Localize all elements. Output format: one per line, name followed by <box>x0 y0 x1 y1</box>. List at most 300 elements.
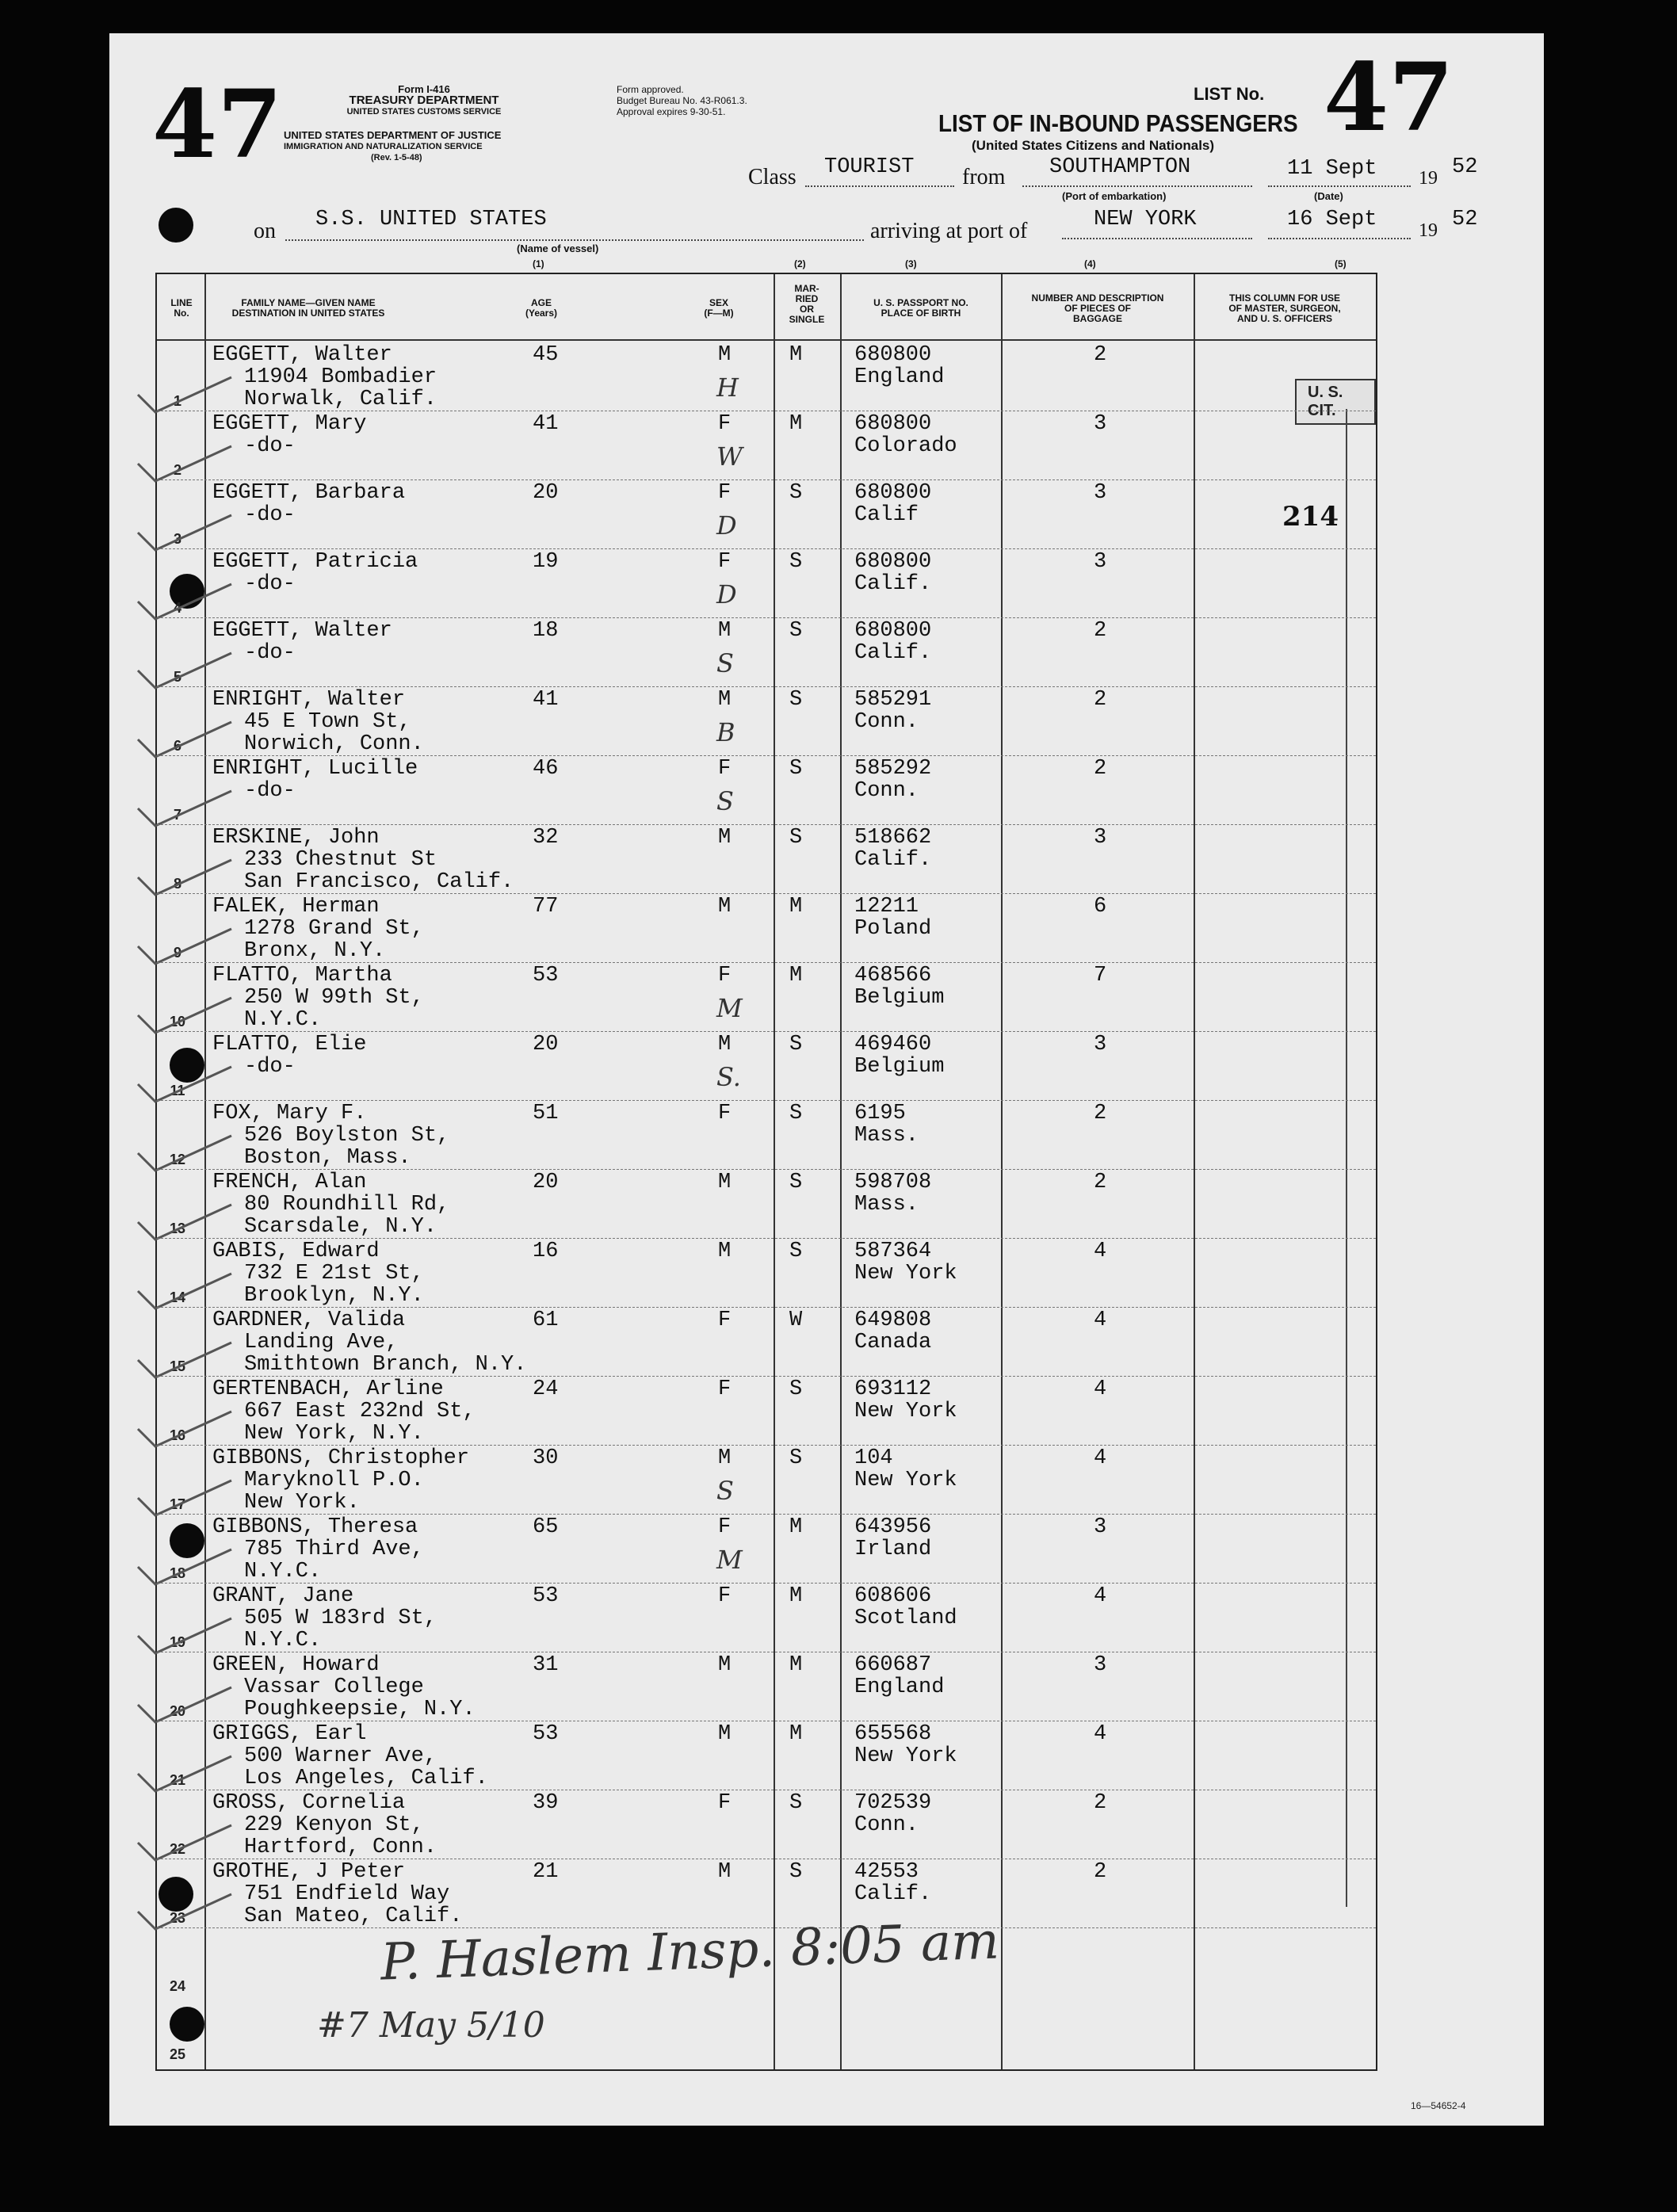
destination-line-2: Poughkeepsie, N.Y. <box>244 1698 476 1721</box>
age-value: 32 <box>533 826 559 850</box>
vessel-dotline <box>285 239 864 241</box>
passenger-name: GREEN, Howard <box>212 1653 380 1677</box>
col-head-text: OF MASTER, SURGEON, <box>1228 303 1341 314</box>
sex-value: M <box>718 1033 732 1056</box>
place-of-birth: Canada <box>854 1331 932 1354</box>
sex-value: F <box>718 550 732 574</box>
destination-line-1: 751 Endfield Way <box>244 1882 450 1906</box>
age-value: 53 <box>533 1722 559 1746</box>
age-value: 20 <box>533 481 559 505</box>
form-block <box>317 84 531 117</box>
place-of-birth: England <box>854 365 945 389</box>
col-head-passport <box>843 298 999 319</box>
table-row <box>157 1101 1376 1170</box>
place-of-birth: Calif <box>854 503 919 527</box>
handwritten-note: S <box>716 1476 734 1506</box>
marital-status: S <box>789 688 803 712</box>
passport-number: 598708 <box>854 1171 932 1194</box>
handwritten-note: H <box>716 372 739 403</box>
destination-line-2: Hartford, Conn. <box>244 1836 437 1859</box>
passenger-name: GROSS, Cornelia <box>212 1791 406 1815</box>
baggage-count: 4 <box>1094 1377 1107 1401</box>
passport-number: 680800 <box>854 619 932 643</box>
marital-status: M <box>789 1722 803 1746</box>
baggage-count: 3 <box>1094 1033 1107 1056</box>
line-number: 25 <box>169 2046 186 2062</box>
line-number: 6 <box>173 738 181 754</box>
place-of-birth: Calif. <box>854 641 932 665</box>
passenger-name: FLATTO, Elie <box>212 1033 367 1056</box>
baggage-count: 2 <box>1094 1860 1107 1884</box>
passenger-name: EGGETT, Walter <box>212 619 392 643</box>
age-value: 30 <box>533 1446 559 1470</box>
destination-line-2: Brooklyn, N.Y. <box>244 1284 424 1308</box>
marital-status: S <box>789 1240 803 1263</box>
passport-number: 608606 <box>854 1584 932 1608</box>
age-value: 51 <box>533 1102 559 1125</box>
baggage-count: 2 <box>1094 1171 1107 1194</box>
table-row <box>157 1652 1376 1721</box>
age-value: 45 <box>533 343 559 367</box>
destination-line-2: Norwalk, Calif. <box>244 388 437 411</box>
marital-status: S <box>789 1377 803 1401</box>
sex-value: M <box>718 619 732 643</box>
punch-hole <box>159 208 193 243</box>
age-value: 39 <box>533 1791 559 1815</box>
destination-line-1: 505 W 183rd St, <box>244 1606 437 1630</box>
embark-date: 11 Sept <box>1287 157 1377 181</box>
check-mark-icon <box>133 1888 236 1935</box>
place-of-birth: New York <box>854 1400 957 1423</box>
destination-line-1: 1278 Grand St, <box>244 917 424 941</box>
col-head-text: BAGGAGE <box>1072 313 1122 324</box>
col-head-baggage <box>1003 293 1192 324</box>
table-row <box>157 1515 1376 1584</box>
table-row <box>157 1239 1376 1308</box>
age-value: 21 <box>533 1860 559 1884</box>
age-value: 77 <box>533 895 559 919</box>
col-head-text: (F—M) <box>704 308 734 319</box>
inspector-signature: P. Haslem Insp. 8:05 am <box>379 1912 1000 1992</box>
age-value: 41 <box>533 412 559 436</box>
passport-number: 587364 <box>854 1240 932 1263</box>
passport-number: 649808 <box>854 1308 932 1332</box>
passport-number: 585292 <box>854 757 932 781</box>
col-head-officers <box>1197 293 1373 324</box>
passport-number: 655568 <box>854 1722 932 1746</box>
sex-value: M <box>718 688 732 712</box>
arrival-date: 16 Sept <box>1287 208 1377 231</box>
line-number: 17 <box>169 1496 186 1512</box>
place-of-birth: Calif. <box>854 1882 932 1906</box>
justice-line: (Rev. 1-5-48) <box>371 153 422 162</box>
baggage-count: 2 <box>1094 688 1107 712</box>
vessel-caption: (Name of vessel) <box>517 243 599 254</box>
embark-year-prefix: 19 <box>1419 168 1438 189</box>
passport-number: 12211 <box>854 895 919 919</box>
sex-value: F <box>718 1102 732 1125</box>
line-number: 20 <box>169 1703 186 1719</box>
header-rule <box>157 339 1376 341</box>
form-line: TREASURY DEPARTMENT <box>349 94 499 107</box>
marital-status: M <box>789 343 803 367</box>
col-head-text: NUMBER AND DESCRIPTION <box>1031 292 1164 304</box>
destination-line-1: 11904 Bombadier <box>244 365 437 389</box>
marital-status: M <box>789 964 803 988</box>
baggage-count: 3 <box>1094 826 1107 850</box>
handwritten-note: W <box>716 441 743 472</box>
destination-line-1: -do- <box>244 572 296 596</box>
table-row <box>157 411 1376 480</box>
passenger-name: GERTENBACH, Arline <box>212 1377 444 1401</box>
passport-number: 104 <box>854 1446 893 1470</box>
destination-line-2: Los Angeles, Calif. <box>244 1767 488 1790</box>
passport-number: 660687 <box>854 1653 932 1677</box>
col-head-text: OR <box>800 304 814 315</box>
col-head-text: AGE <box>530 297 552 308</box>
table-row <box>157 894 1376 963</box>
line-number: 12 <box>169 1152 186 1167</box>
marital-status: S <box>789 481 803 505</box>
footer-code: 16—54652-4 <box>1411 2100 1466 2111</box>
age-value: 18 <box>533 619 559 643</box>
col-number: (4) <box>1084 258 1096 269</box>
table-row <box>157 480 1376 549</box>
age-value: 46 <box>533 757 559 781</box>
handwritten-note: S. <box>716 1062 741 1092</box>
place-of-birth: New York <box>854 1262 957 1286</box>
destination-line-1: 233 Chestnut St <box>244 848 437 872</box>
table-row <box>157 342 1376 411</box>
passport-number: 42553 <box>854 1860 919 1884</box>
sex-value: F <box>718 412 732 436</box>
destination-line-2: N.Y.C. <box>244 1560 322 1584</box>
sex-value: M <box>718 1722 732 1746</box>
table-row <box>157 825 1376 894</box>
line-number: 8 <box>173 876 181 892</box>
sex-value: M <box>718 1171 732 1194</box>
sex-value: M <box>718 343 732 367</box>
line-number: 11 <box>170 1083 185 1098</box>
col-head-text: No. <box>174 308 189 319</box>
passenger-name: FLATTO, Martha <box>212 964 392 988</box>
handwritten-note: B <box>716 717 735 747</box>
approval-block <box>617 84 838 117</box>
baggage-count: 3 <box>1094 550 1107 574</box>
sex-value: F <box>718 1515 732 1539</box>
col-head-age <box>506 298 577 319</box>
arrival-year: 52 <box>1452 208 1478 231</box>
passenger-name: ERSKINE, John <box>212 826 380 850</box>
col-head-married <box>775 284 838 325</box>
line-number: 18 <box>169 1565 186 1581</box>
passenger-name: GARDNER, Valida <box>212 1308 406 1332</box>
passenger-name: FOX, Mary F. <box>212 1102 367 1125</box>
destination-line-2: Boston, Mass. <box>244 1146 411 1170</box>
line-number: 22 <box>169 1841 186 1857</box>
handwritten-note: D <box>716 579 737 609</box>
embark-year: 52 <box>1452 155 1478 179</box>
col-head-line <box>160 298 203 319</box>
marital-status: S <box>789 550 803 574</box>
marital-status: S <box>789 619 803 643</box>
sex-value: F <box>718 757 732 781</box>
marital-status: M <box>789 1653 803 1677</box>
destination-line-2: San Francisco, Calif. <box>244 870 514 894</box>
approval-line: Form approved. <box>617 84 684 95</box>
destination-line-1: 229 Kenyon St, <box>244 1813 424 1837</box>
passport-number: 693112 <box>854 1377 932 1401</box>
line-number: 14 <box>169 1289 186 1305</box>
sex-value: M <box>718 826 732 850</box>
age-value: 53 <box>533 964 559 988</box>
col-head-text: SINGLE <box>789 314 825 325</box>
table-row <box>157 963 1376 1032</box>
col-head-text: (Years) <box>525 308 558 319</box>
marital-status: S <box>789 1446 803 1470</box>
baggage-count: 3 <box>1094 412 1107 436</box>
approval-line: Budget Bureau No. 43-R061.3. <box>617 95 747 106</box>
place-of-birth: Mass. <box>854 1193 919 1217</box>
list-subtitle: (United States Citizens and Nationals) <box>972 138 1215 153</box>
col-head-text: MAR- <box>794 283 819 294</box>
page-number-right: 47 <box>1324 42 1454 152</box>
destination-line-1: 80 Roundhill Rd, <box>244 1193 450 1217</box>
baggage-count: 4 <box>1094 1584 1107 1608</box>
destination-line-1: Maryknoll P.O. <box>244 1469 424 1492</box>
marital-status: S <box>789 1102 803 1125</box>
col-head-text: LINE <box>170 297 193 308</box>
col-head-text: AND U. S. OFFICERS <box>1236 313 1332 324</box>
passport-number: 680800 <box>854 481 932 505</box>
approval-line: Approval expires 9-30-51. <box>617 106 726 117</box>
baggage-count: 7 <box>1094 964 1107 988</box>
from-label: from <box>962 165 1006 189</box>
col-head-text: RIED <box>795 293 819 304</box>
sex-value: M <box>718 1446 732 1470</box>
line-number: 2 <box>173 462 181 478</box>
us-citizen-stamp: U. S. CIT. <box>1295 379 1376 425</box>
passport-number: 702539 <box>854 1791 932 1815</box>
place-of-birth: Calif. <box>854 848 932 872</box>
marital-status: M <box>789 895 803 919</box>
passenger-name: GRANT, Jane <box>212 1584 354 1608</box>
col-head-text: DESTINATION IN UNITED STATES <box>231 308 385 319</box>
destination-line-1: -do- <box>244 779 296 803</box>
line-number: 1 <box>173 393 181 409</box>
passenger-name: GIBBONS, Christopher <box>212 1446 470 1470</box>
marital-status: M <box>789 1515 803 1539</box>
line-number: 5 <box>173 669 181 685</box>
destination-line-2: N.Y.C. <box>244 1629 322 1652</box>
line-number: 3 <box>173 531 181 547</box>
table-row <box>157 1721 1376 1790</box>
passenger-name: ENRIGHT, Walter <box>212 688 406 712</box>
officer-count: 214 <box>1282 501 1339 533</box>
passenger-name: EGGETT, Walter <box>212 343 392 367</box>
sex-value: M <box>718 1240 732 1263</box>
justice-line: IMMIGRATION AND NATURALIZATION SERVICE <box>284 142 483 151</box>
from-value: SOUTHAMPTON <box>1049 155 1191 179</box>
destination-line-1: 500 Warner Ave, <box>244 1744 437 1768</box>
handwritten-note: S <box>716 786 734 816</box>
baggage-count: 4 <box>1094 1446 1107 1470</box>
line-number: 4 <box>173 600 181 616</box>
col-number: (1) <box>533 258 544 269</box>
marital-status: S <box>789 1171 803 1194</box>
age-value: 65 <box>533 1515 559 1539</box>
justice-line: UNITED STATES DEPARTMENT OF JUSTICE <box>284 129 502 141</box>
col-head-name <box>209 298 407 319</box>
destination-line-2: N.Y.C. <box>244 1008 322 1032</box>
table-row <box>157 756 1376 825</box>
table-row <box>157 1032 1376 1101</box>
baggage-count: 6 <box>1094 895 1107 919</box>
col-head-text: PLACE OF BIRTH <box>881 308 961 319</box>
line-number: 13 <box>169 1221 186 1236</box>
col-head-text: OF PIECES OF <box>1064 303 1131 314</box>
age-value: 20 <box>533 1171 559 1194</box>
destination-line-1: 250 W 99th St, <box>244 986 424 1010</box>
passenger-name: GIBBONS, Theresa <box>212 1515 418 1539</box>
passenger-name: FRENCH, Alan <box>212 1171 367 1194</box>
handwritten-note: S <box>716 648 734 678</box>
table-row <box>157 1446 1376 1515</box>
list-title: LIST OF IN-BOUND PASSENGERS <box>938 109 1298 137</box>
place-of-birth: Conn. <box>854 779 919 803</box>
marital-status: S <box>789 757 803 781</box>
from-dotline <box>1022 185 1252 187</box>
destination-line-1: 526 Boylston St, <box>244 1124 450 1148</box>
baggage-count: 2 <box>1094 619 1107 643</box>
line-number: 16 <box>169 1427 186 1443</box>
place-of-birth: Irland <box>854 1538 932 1561</box>
sex-value: F <box>718 1584 732 1608</box>
passenger-name: GROTHE, J Peter <box>212 1860 406 1884</box>
destination-line-1: -do- <box>244 1055 296 1079</box>
arrival-port-dotline <box>1062 238 1252 239</box>
age-value: 16 <box>533 1240 559 1263</box>
baggage-count: 2 <box>1094 343 1107 367</box>
col-head-text: THIS COLUMN FOR USE <box>1229 292 1340 304</box>
destination-line-1: Landing Ave, <box>244 1331 399 1354</box>
age-value: 31 <box>533 1653 559 1677</box>
place-of-birth: Mass. <box>854 1124 919 1148</box>
passport-number: 643956 <box>854 1515 932 1539</box>
handwritten-note: D <box>716 510 737 541</box>
line-number: 24 <box>169 1978 186 1994</box>
destination-line-2: Bronx, N.Y. <box>244 939 386 963</box>
table-row <box>157 1584 1376 1652</box>
table-row <box>157 1790 1376 1859</box>
place-of-birth: Belgium <box>854 986 945 1010</box>
place-of-birth: England <box>854 1675 945 1699</box>
place-of-birth: Scotland <box>854 1606 957 1630</box>
baggage-count: 4 <box>1094 1308 1107 1332</box>
destination-line-2: Norwich, Conn. <box>244 732 424 756</box>
arrival-date-dotline <box>1268 238 1411 239</box>
table-row <box>157 1170 1376 1239</box>
destination-line-1: 785 Third Ave, <box>244 1538 424 1561</box>
passenger-name: FALEK, Herman <box>212 895 380 919</box>
class-dotline <box>805 185 954 187</box>
line-number: 15 <box>169 1358 186 1374</box>
baggage-count: 2 <box>1094 1102 1107 1125</box>
baggage-count: 4 <box>1094 1240 1107 1263</box>
passenger-name: GRIGGS, Earl <box>212 1722 367 1746</box>
place-of-birth: Belgium <box>854 1055 945 1079</box>
passport-number: 680800 <box>854 343 932 367</box>
passenger-name: EGGETT, Patricia <box>212 550 418 574</box>
place-of-birth: Conn. <box>854 1813 919 1837</box>
col-number: (2) <box>794 258 806 269</box>
age-value: 53 <box>533 1584 559 1608</box>
marital-status: S <box>789 826 803 850</box>
baggage-count: 4 <box>1094 1722 1107 1746</box>
form-line: UNITED STATES CUSTOMS SERVICE <box>346 107 502 117</box>
line-number: 21 <box>169 1772 186 1788</box>
destination-line-2: New York. <box>244 1491 360 1515</box>
baggage-count: 3 <box>1094 481 1107 505</box>
sex-value: F <box>718 1308 732 1332</box>
marital-status: M <box>789 1584 803 1608</box>
arrival-year-prefix: 19 <box>1419 220 1438 241</box>
table-row <box>157 1859 1376 1928</box>
passport-number: 518662 <box>854 826 932 850</box>
arriving-label: arriving at port of <box>870 219 1028 243</box>
passenger-name: EGGETT, Mary <box>212 412 367 436</box>
line-number: 9 <box>173 945 181 961</box>
marital-status: M <box>789 412 803 436</box>
handwritten-note: M <box>716 993 743 1023</box>
embark-dotline <box>1268 185 1411 187</box>
destination-line-1: 45 E Town St, <box>244 710 411 734</box>
line-number: 19 <box>169 1634 186 1650</box>
col-number: (5) <box>1335 258 1347 269</box>
marital-status: S <box>789 1860 803 1884</box>
arrival-port: NEW YORK <box>1094 208 1197 231</box>
baggage-count: 2 <box>1094 1791 1107 1815</box>
place-of-birth: Colorado <box>854 434 957 458</box>
port-embark-caption: (Port of embarkation) <box>1062 190 1167 202</box>
handwritten-note: M <box>716 1545 743 1575</box>
sex-value: F <box>718 1377 732 1401</box>
margin-note: #7 May 5/10 <box>317 2005 545 2046</box>
table-row <box>157 1377 1376 1446</box>
place-of-birth: New York <box>854 1744 957 1768</box>
destination-line-1: -do- <box>244 434 296 458</box>
place-of-birth: Poland <box>854 917 932 941</box>
passenger-name: GABIS, Edward <box>212 1240 380 1263</box>
marital-status: S <box>789 1033 803 1056</box>
place-of-birth: New York <box>854 1469 957 1492</box>
sex-value: M <box>718 895 732 919</box>
age-value: 24 <box>533 1377 559 1401</box>
justice-block <box>284 130 601 163</box>
destination-line-1: Vassar College <box>244 1675 424 1699</box>
table-row <box>157 549 1376 618</box>
age-value: 41 <box>533 688 559 712</box>
age-value: 61 <box>533 1308 559 1332</box>
passport-number: 469460 <box>854 1033 932 1056</box>
table-row <box>157 618 1376 687</box>
table-row <box>157 687 1376 756</box>
line-number: 10 <box>169 1014 186 1030</box>
marital-status: S <box>789 1791 803 1815</box>
sex-value: M <box>718 1653 732 1677</box>
destination-line-2: Scarsdale, N.Y. <box>244 1215 437 1239</box>
destination-line-1: -do- <box>244 641 296 665</box>
